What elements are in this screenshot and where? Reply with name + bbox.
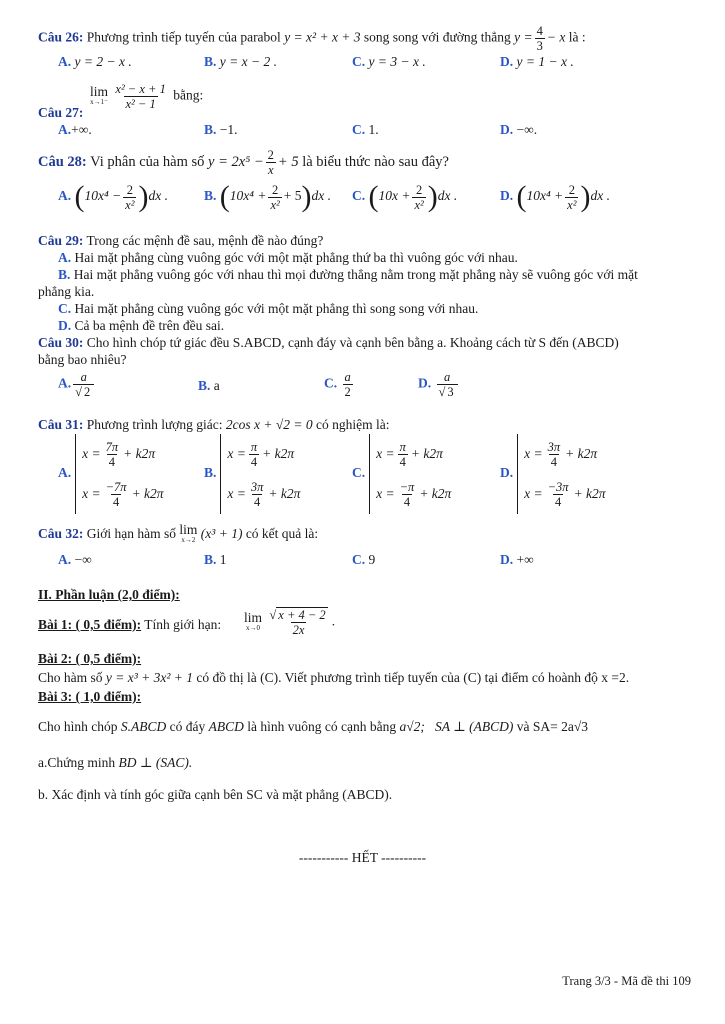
option-label: B. [204, 465, 217, 481]
fraction: $\frac{a}{√ 3}$ [437, 370, 458, 399]
option-value: +∞ [516, 552, 534, 567]
question-text: có kết quả là: [245, 526, 319, 542]
essay-text: Cho hình chóp [38, 719, 118, 734]
question-text: có nghiệm là: [316, 417, 390, 432]
option-value: y = 2 − x . [74, 54, 132, 69]
answers-26 [58, 54, 695, 74]
question-text: bằng bao nhiêu? [38, 352, 127, 367]
question-text: Vi phân của hàm số [90, 153, 205, 170]
essay-text: có đồ thị là (C). Viết phương trình tiếp tuyến của (C) tại điểm có hoành độ x =2. [196, 670, 630, 685]
fraction: $\frac{√ x + 4 - 2}{2x}$ [269, 608, 326, 637]
footer [562, 974, 691, 989]
part-2-heading [38, 586, 691, 603]
answers-32 [58, 552, 695, 572]
option-label: B. [58, 267, 71, 282]
option-label: C. [352, 552, 366, 567]
question-26 [38, 24, 691, 53]
question-text: bằng: [173, 87, 204, 103]
option-label: D. [500, 122, 514, 137]
end-marker [0, 850, 725, 866]
option-label: D. [500, 54, 514, 69]
option-label: C. [58, 301, 72, 316]
option-label: D. [58, 318, 72, 333]
question-label: Câu 32: [38, 526, 84, 542]
option-label: D. [500, 188, 514, 204]
option-value: 1. [368, 122, 379, 137]
option-value: 1 [219, 552, 227, 567]
option-value: 10x + [378, 188, 411, 204]
essay-text: có đáy [169, 719, 206, 734]
option-label: B. [204, 122, 217, 137]
question-label: Câu 29: [38, 233, 84, 248]
answers-31 [58, 434, 695, 518]
solution-system: x = $\frac{3\pi}{4}$ + k2π x = $\frac{-3\pi}{4}$ + k2π [517, 434, 605, 514]
option-value: Hai mặt phẳng cùng vuông góc với một mặt phẳng thứ ba thì vuông góc với nhau. [74, 250, 518, 265]
fraction: $\frac{\text{x² − x + 1}}{\text{x² − 1}}$ [115, 82, 166, 111]
answers-28: A. (10x⁴ − $\frac{2}{\text{x²}}$ )dx . B. (10x⁴ + $\frac{2}{\text{x²}}$ + 5)dx . C. (10x + $\frac{2}{\text{x²}}$ )dx . D. (10x⁴ + $\frac{2}{\text{x²}}$ )dx . [58, 180, 610, 213]
solution-system: x = $\frac{7\pi}{4}$ + k2π x = $\frac{-7\pi}{4}$ + k2π [75, 434, 163, 514]
option-value: 9 [368, 552, 376, 567]
math-expr: SA ⊥ (ABCD) [434, 719, 514, 734]
limit: lim x→1⁻ [90, 83, 109, 106]
end-text: ----------- HẾT ---------- [298, 850, 427, 865]
limit: lim x→0 [244, 609, 263, 632]
math-expr: a√2; [399, 719, 425, 734]
question-label: Câu 28: [38, 153, 87, 170]
question-32 [38, 524, 691, 546]
question-label: Câu 26: [38, 29, 84, 45]
question-text: Trong các mệnh đề sau, mệnh đề nào đúng? [86, 233, 324, 248]
solution-system: x = $\frac{\pi}{4}$ + k2π x = $\frac{3\pi}{4}$ + k2π [220, 434, 300, 514]
option-label: C. [324, 375, 338, 391]
essay-text: a.Chứng minh [38, 755, 116, 770]
essay-text: và SA= 2a√3 [516, 719, 589, 734]
question-text: là : [568, 29, 586, 45]
option-value: + 5 [283, 188, 302, 204]
option-label: D. [500, 552, 514, 567]
math-expr: y = [514, 29, 533, 45]
question-27 [38, 80, 691, 120]
option-value: phẳng kia. [38, 284, 95, 299]
question-text: là biểu thức nào sau đây? [302, 153, 449, 170]
math-expr: y = 2x⁵ − [208, 153, 264, 170]
option-label: B. [204, 188, 217, 204]
fraction: $\frac{4}{3}$ [536, 24, 543, 53]
math-expr: + 5 [277, 153, 299, 170]
answers-27 [58, 122, 695, 142]
option-value: y = x − 2 . [219, 54, 277, 69]
section-title: II. Phần luận (2,0 điểm): [38, 587, 180, 602]
essay-2 [38, 650, 691, 705]
fraction: $\frac{2}{\text{x²}}$ [125, 182, 135, 212]
question-text: song song với đường thẳng [363, 29, 511, 45]
option-label: A. [58, 188, 72, 204]
option-label: A. [58, 250, 72, 265]
option-value: +∞. [71, 122, 92, 137]
option-value: −1. [219, 122, 238, 137]
option-label: B. [204, 552, 217, 567]
option-label: C. [352, 54, 366, 69]
option-value: Cả ba mệnh đề trên đều sai. [74, 318, 225, 333]
math-expr: S.ABCD [120, 719, 167, 734]
option-value: y = 3 − x . [368, 54, 426, 69]
page-footer: Trang 3/3 - Mã đề thi 109 [562, 974, 691, 988]
math-expr: y = x² + x + 3 [284, 29, 361, 45]
question-30 [38, 334, 691, 368]
option-label: A. [58, 122, 72, 137]
option-label: A. [58, 465, 72, 481]
fraction: $\frac{2}{\text{x²}}$ [414, 182, 424, 212]
math-expr: (x³ + 1) [200, 526, 243, 542]
fraction: $\frac{2}{\text{x²}}$ [270, 182, 280, 212]
option-label: C. [352, 188, 366, 204]
limit: lim x→2 [179, 522, 198, 544]
question-29 [38, 232, 691, 334]
question-text: Phương trình tiếp tuyến của parabol [86, 29, 281, 45]
solution-system: x = $\frac{\pi}{4}$ + k2π x = $\frac{-\pi}{4}$ + k2π [369, 434, 451, 514]
option-value: Hai mặt phẳng cùng vuông góc với một mặt phẳng thì song song với nhau. [74, 301, 479, 316]
question-31 [38, 416, 691, 433]
essay-text: là hình vuông có cạnh bằng [247, 719, 397, 734]
option-label: D. [500, 465, 514, 481]
option-label: A. [58, 375, 72, 391]
math-expr: − x [546, 29, 566, 45]
option-value: 10x⁴ + [229, 188, 267, 204]
option-value: dx . [148, 188, 168, 204]
answers-30 [58, 370, 695, 406]
question-label: Câu 31: [38, 417, 84, 432]
option-value: y = 1 − x . [516, 54, 574, 69]
option-value: dx . [437, 188, 458, 204]
essay-3 [38, 718, 691, 735]
fraction: $\frac{2}{\text{x²}}$ [567, 182, 577, 212]
fraction: $\frac{a}{√ 2}$ [73, 370, 94, 399]
option-value: −∞ [74, 552, 92, 567]
math-expr: 2cos x + √2 = 0 [225, 417, 313, 432]
essay-3a [38, 754, 691, 771]
math-expr: ABCD [208, 719, 244, 734]
essay-title: Bài 3: ( 1,0 điểm): [38, 689, 142, 704]
option-value: a [213, 378, 220, 393]
option-label: B. [204, 54, 217, 69]
option-label: A. [58, 54, 72, 69]
fraction: $\frac{a}{2}$ [344, 370, 351, 399]
option-label: D. [418, 375, 432, 391]
option-label: C. [352, 122, 366, 137]
question-text: Cho hình chóp tứ giác đều S.ABCD, cạnh đáy và cạnh bên bằng a. Khoảng cách từ S đến (ABCD) [86, 335, 619, 350]
essay-text: b. Xác định và tính góc giữa cạnh bên SC và mặt phẳng (ABCD). [38, 787, 393, 802]
option-value: −∞. [516, 122, 538, 137]
option-value: dx . [590, 188, 610, 204]
option-value: Hai mặt phẳng vuông góc với nhau thì mọi đường thẳng nằm trong mặt phẳng này sẽ vuông góc với mặt [73, 267, 638, 282]
fraction: $\frac{2}{x}$ [267, 148, 274, 177]
question-label: Câu 27: [38, 105, 84, 120]
option-value: dx . [311, 188, 331, 204]
option-label: C. [352, 465, 366, 481]
essay-1: Bài 1: ( 0,5 điểm): Tính giới hạn: lim x→0 $\frac{√ x + 4 - 2}{2x}$ . [38, 608, 336, 637]
option-label: B. [198, 378, 211, 393]
question-text: Phương trình lượng giác: [86, 417, 223, 432]
option-label: A. [58, 552, 72, 567]
essay-text: Cho hàm số [38, 670, 103, 685]
essay-3b [38, 786, 691, 803]
essay-text: Tính giới hạn: [144, 617, 222, 632]
essay-title: Bài 1: ( 0,5 điểm): [38, 617, 142, 632]
essay-title: Bài 2: ( 0,5 điểm): [38, 651, 142, 666]
math-expr: y = x³ + 3x² + 1 [105, 670, 194, 685]
question-28 [38, 148, 691, 177]
question-label: Câu 30: [38, 335, 84, 350]
option-value: 10x⁴ + [526, 188, 564, 204]
question-text: Giới hạn hàm số [86, 526, 177, 542]
option-value: 10x⁴ − [84, 188, 122, 204]
math-expr: BD ⊥ (SAC). [118, 755, 193, 770]
